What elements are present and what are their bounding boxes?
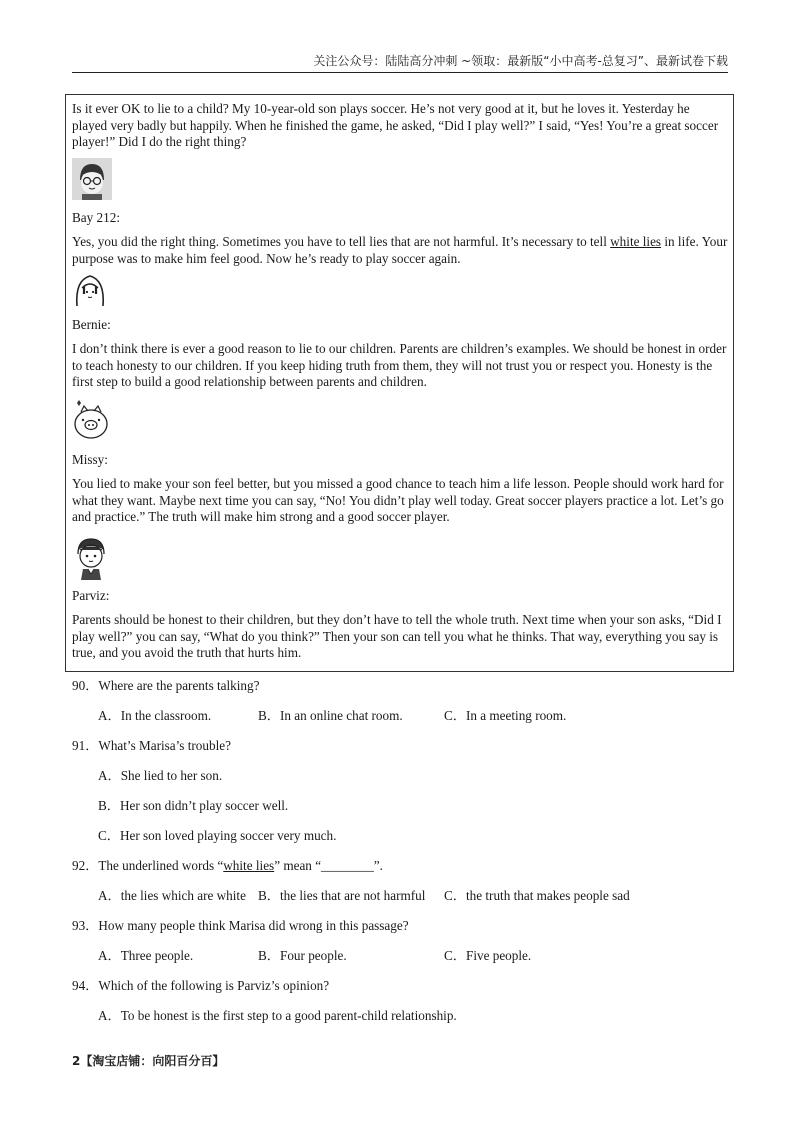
question-93-stem: 93．How many people think Marisa did wrong in this passage? — [72, 918, 409, 933]
question-93-option-a[interactable]: A．Three people. — [98, 948, 194, 963]
question-92-option-b[interactable]: B．the lies that are not harmful — [258, 888, 426, 903]
girl-long-hair-icon — [73, 272, 107, 308]
reply-text-bernie: I don’t think there is ever a good reason to lie to our children. Parents are children’s examples. We should be honest in order to teach honesty to our children. If you keep hiding truth from them, they will not trust you or respect you. Honesty is the first step to build a good relationship between parents and children. — [72, 341, 727, 389]
page-footer: 2【淘宝店铺：向阳百分百】 — [72, 1054, 225, 1068]
question-94-stem: 94．Which of the following is Parviz’s opinion? — [72, 978, 330, 993]
reply-text-missy: You lied to make your son feel better, but you missed a good chance to teach him a life lesson. People should work hard for what they want. Maybe next time you can say, “No! You didn’t play well today. Great soccer players practice a lot. Let’s go and practice.” The truth will make him strong and a good soccer player. — [72, 476, 724, 524]
boy-with-glasses-icon — [72, 158, 112, 200]
question-93-option-b[interactable]: B．Four people. — [258, 948, 347, 963]
reply-name-missy: Missy: — [72, 452, 108, 467]
question-90-stem: 90．Where are the parents talking? — [72, 678, 260, 693]
question-93-option-c[interactable]: C．Five people. — [444, 948, 532, 963]
reply-text-bay: Yes, you did the right thing. Sometimes you have to tell lies that are not harmful. It’s necessary to tell white lies in life. Your purpose was to make him feel good. Now he’s ready to play soccer again. — [72, 234, 728, 266]
question-90-option-a[interactable]: A．In the classroom. — [98, 708, 212, 723]
question-91-option-a[interactable]: A．She lied to her son. — [98, 768, 223, 783]
question-90-option-c[interactable]: C．In a meeting room. — [444, 708, 567, 723]
reply-name-bay: Bay 212: — [72, 210, 120, 225]
header-divider — [72, 72, 728, 73]
reply-text-parviz: Parents should be honest to their children, but they don’t have to tell the whole truth. Next time when your son asks, “Did I play well?” you can say, “What do you think?” Then your son can tell you what he thinks. That way, everything you say is true, and you avoid the truth that hurts him. — [72, 612, 722, 660]
pig-face-icon — [71, 396, 111, 442]
underlined-phrase: white lies — [610, 234, 662, 249]
question-90-option-b[interactable]: B．In an online chat room. — [258, 708, 403, 723]
question-92-stem: 92．The underlined words “white lies” mean “________”. — [72, 858, 383, 873]
passage-question: Is it ever OK to lie to a child? My 10-year-old son plays soccer. He’s not very good at it, but he loves it. Yesterday he played very badly but happily. When he finished the game, he asked, “Did I play well?” I said, “Yes! You’re a great soccer player!” Did I do the right thing? — [72, 101, 719, 149]
question-92-option-c[interactable]: C．the truth that makes people sad — [444, 888, 630, 903]
reply-name-bernie: Bernie: — [72, 317, 111, 332]
question-94-option-a[interactable]: A．To be honest is the first step to a good parent-child relationship. — [98, 1008, 457, 1023]
boy-cartoon-icon — [73, 536, 109, 580]
reply-name-parviz: Parviz: — [72, 588, 110, 603]
question-91-option-b[interactable]: B．Her son didn’t play soccer well. — [98, 798, 289, 813]
question-92-option-a[interactable]: A．the lies which are white — [98, 888, 246, 903]
question-91-stem: 91．What’s Marisa’s trouble? — [72, 738, 231, 753]
question-91-option-c[interactable]: C．Her son loved playing soccer very much. — [98, 828, 337, 843]
page-header: 关注公众号：陆陆高分冲刺 ~领取：最新版“小中高考-总复习”、最新试卷下载 — [313, 54, 728, 68]
